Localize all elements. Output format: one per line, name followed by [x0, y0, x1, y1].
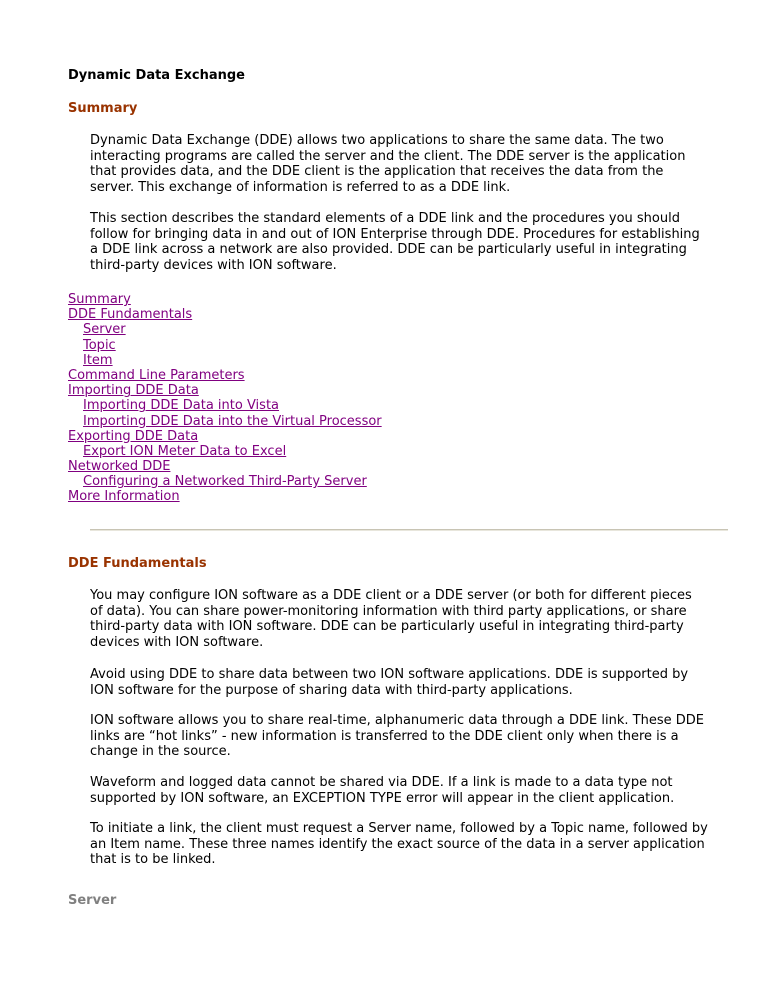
toc-item: [68, 322, 382, 337]
toc-item: [68, 307, 382, 322]
toc-item: [68, 368, 382, 383]
toc-item: [68, 292, 382, 307]
server-heading: Server: [68, 893, 117, 908]
toc-link-export-to-excel[interactable]: Export ION Meter Data to Excel: [83, 443, 287, 459]
toc-link-more-information[interactable]: More Information: [68, 489, 180, 505]
toc-item: [68, 414, 382, 429]
toc-link-command-line-parameters[interactable]: Command Line Parameters: [68, 367, 245, 383]
toc-link-topic[interactable]: Topic: [83, 337, 116, 353]
document-title: Dynamic Data Exchange: [68, 68, 245, 83]
table-of-contents: [68, 292, 382, 505]
dde-fundamentals-heading: DDE Fundamentals: [68, 556, 207, 571]
fundamentals-paragraph-5: To initiate a link, the client must request a Server name, followed by a Topic name, followed by an Item name. These three names identify the exact source of the data in a server application that is to be linked.: [90, 821, 708, 867]
toc-item: [68, 459, 382, 474]
toc-item: [68, 383, 382, 398]
summary-paragraph-2: This section describes the standard elements of a DDE link and the procedures you should follow for bringing data in and out of ION Enterprise through DDE. Procedures for establishing a DDE link across a network are also provided. DDE can be particularly useful in integrating third-party devices with ION software.: [90, 211, 700, 273]
fundamentals-paragraph-1: You may configure ION software as a DDE client or a DDE server (or both for different pieces of data). You can share power-monitoring information with third party applications, or share third-party data with ION software. DDE can be particularly useful in integrating third-party devices with ION software.: [90, 588, 692, 650]
toc-link-item[interactable]: Item: [83, 352, 113, 368]
toc-item: [68, 429, 382, 444]
fundamentals-paragraph-4: Waveform and logged data cannot be shared via DDE. If a link is made to a data type not supported by ION software, an EXCEPTION TYPE error will appear in the client application.: [90, 775, 675, 806]
toc-item: [68, 489, 382, 504]
toc-link-importing-into-vista[interactable]: Importing DDE Data into Vista: [83, 398, 280, 414]
toc-item: [68, 353, 382, 368]
toc-item: [68, 474, 382, 489]
section-divider: [90, 529, 728, 531]
summary-paragraph-1: Dynamic Data Exchange (DDE) allows two applications to share the same data. The two interacting programs are called the server and the client. The DDE server is the application that provides data, and the DDE client is the application that receives the data from the server. This exchange of information is referred to as a DDE link.: [90, 133, 686, 195]
fundamentals-paragraph-2: Avoid using DDE to share data between two ION software applications. DDE is supported by ION software for the purpose of sharing data with third-party applications.: [90, 667, 689, 698]
toc-item: [68, 444, 382, 459]
toc-link-importing-dde-data[interactable]: Importing DDE Data: [68, 383, 199, 399]
toc-link-networked-dde[interactable]: Networked DDE: [68, 459, 171, 475]
toc-item: [68, 398, 382, 413]
toc-link-server[interactable]: Server: [83, 322, 126, 338]
toc-link-importing-into-virtual-processor[interactable]: Importing DDE Data into the Virtual Processor: [83, 413, 382, 429]
summary-heading: Summary: [68, 101, 138, 116]
toc-link-summary[interactable]: Summary: [68, 292, 131, 307]
toc-item: [68, 338, 382, 353]
toc-link-dde-fundamentals[interactable]: DDE Fundamentals: [68, 307, 193, 323]
toc-link-configuring-networked-server[interactable]: Configuring a Networked Third-Party Server: [83, 474, 367, 490]
toc-link-exporting-dde-data[interactable]: Exporting DDE Data: [68, 428, 199, 444]
fundamentals-paragraph-3: ION software allows you to share real-time, alphanumeric data through a DDE link. These DDE links are “hot links” - new information is transferred to the DDE client only when there is a change in the source.: [90, 713, 704, 759]
